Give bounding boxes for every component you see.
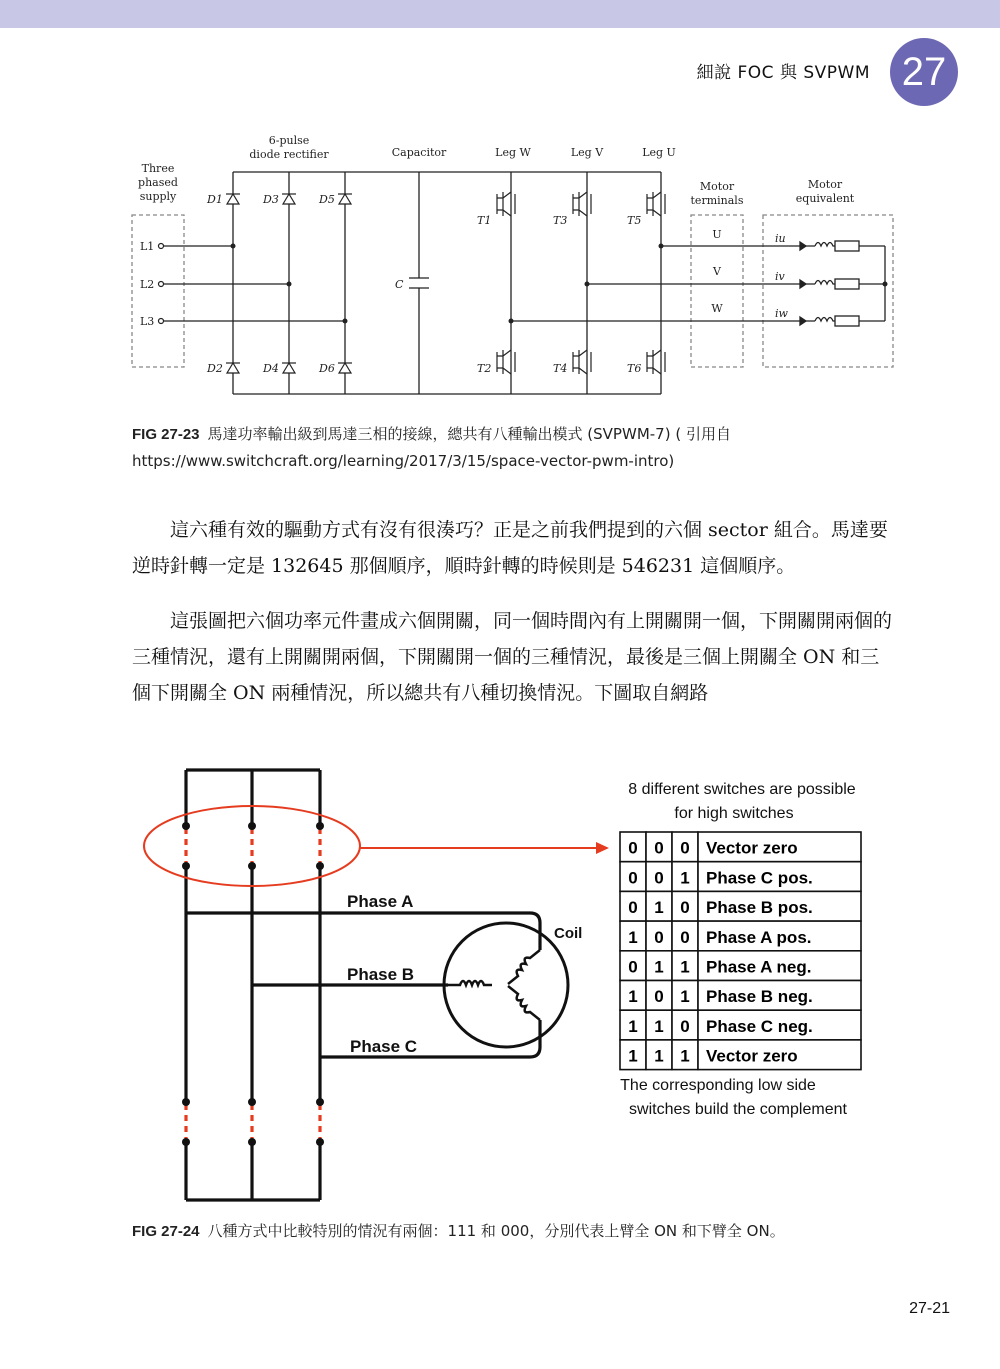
figure2-caption bbox=[132, 1218, 902, 1245]
table-row-label: Vector zero bbox=[706, 838, 798, 858]
label-leg-v: Leg V bbox=[570, 146, 604, 159]
label-d4: D4 bbox=[263, 362, 279, 375]
label-w: W bbox=[711, 302, 723, 315]
label-leg-w: Leg W bbox=[495, 146, 531, 159]
body-paragraph-2: 這張圖把六個功率元件畫成六個開關，同一個時間內有上開關開一個，下開關開兩個的三種情況，還有上開關開兩個，下開關開一個的三種情況，最後是三個上開關全 ON 和三個下開關全 ON 兩種情況，所以總共有八種切換情況。下圖取自網路 bbox=[132, 610, 893, 704]
table-bit: 1 bbox=[654, 1046, 664, 1066]
label-d1: D1 bbox=[207, 193, 223, 206]
label-supply: supply bbox=[139, 190, 177, 203]
table-bit: 1 bbox=[680, 1046, 690, 1066]
figure1-caption-text: 馬達功率輸出級到馬達三相的接線，總共有八種輸出模式 (SVPWM-7) ( 引用自 https://www.switchcraft.org/learning/2017/3/15/space-vector-pwm-intro) bbox=[132, 425, 731, 470]
table-bit: 1 bbox=[628, 987, 638, 1007]
running-header-title: 細說 FOC 與 SVPWM bbox=[696, 63, 870, 83]
table-bit: 0 bbox=[628, 838, 638, 858]
phase-a-label: Phase A bbox=[347, 892, 414, 911]
label-motor-1: Motor bbox=[699, 180, 735, 193]
table-bit: 1 bbox=[628, 1016, 638, 1036]
label-d6: D6 bbox=[319, 362, 335, 375]
figure1-caption bbox=[132, 421, 902, 474]
table-bit: 1 bbox=[654, 1016, 664, 1036]
table-bit: 1 bbox=[680, 987, 690, 1007]
table-bit: 0 bbox=[680, 898, 690, 918]
page-number: 27-21 bbox=[909, 1300, 950, 1317]
table-bit: 0 bbox=[628, 957, 638, 977]
label-phased: phased bbox=[138, 176, 178, 189]
table-bit: 1 bbox=[628, 1046, 638, 1066]
label-d2: D2 bbox=[207, 362, 223, 375]
label-u: U bbox=[712, 228, 722, 241]
table-bit: 0 bbox=[628, 898, 638, 918]
label-motor-2: Motor bbox=[807, 178, 843, 191]
chapter-number-badge: 27 bbox=[890, 38, 958, 106]
label-6-pulse: 6-pulse bbox=[268, 134, 310, 147]
top-color-band bbox=[0, 0, 1000, 28]
label-c: C bbox=[395, 278, 404, 291]
label-d5: D5 bbox=[319, 193, 335, 206]
label-diode-rectifier: diode rectifier bbox=[249, 148, 329, 161]
table-bit: 0 bbox=[654, 987, 664, 1007]
label-t4: T4 bbox=[553, 362, 568, 375]
table-bit: 1 bbox=[628, 927, 638, 947]
inverter-circuit-diagram bbox=[125, 128, 905, 403]
label-d3: D3 bbox=[263, 193, 279, 206]
table-bit: 0 bbox=[680, 838, 690, 858]
label-leg-u: Leg U bbox=[642, 146, 676, 159]
table-footer-line1: The corresponding low side bbox=[620, 1077, 816, 1094]
table-row-label: Phase B pos. bbox=[706, 898, 813, 918]
label-t6: T6 bbox=[627, 362, 642, 375]
switch-truth-table bbox=[620, 832, 861, 1070]
table-bit: 0 bbox=[654, 838, 664, 858]
label-three: Three bbox=[141, 162, 175, 175]
label-t5: T5 bbox=[627, 214, 642, 227]
label-t2: T2 bbox=[477, 362, 492, 375]
figure2-caption-text: 八種方式中比較特別的情況有兩個：111 和 000，分別代表上臂全 ON 和下臂全 ON。 bbox=[207, 1222, 785, 1240]
figure2-caption-label: FIG 27-24 bbox=[132, 1223, 200, 1240]
label-iu: iu bbox=[775, 232, 786, 245]
table-bit: 1 bbox=[654, 957, 664, 977]
table-bit: 1 bbox=[654, 898, 664, 918]
label-equivalent: equivalent bbox=[795, 192, 855, 205]
label-v: V bbox=[713, 265, 721, 278]
label-t1: T1 bbox=[477, 214, 492, 227]
table-bit: 0 bbox=[680, 927, 690, 947]
table-row-label: Phase A neg. bbox=[706, 957, 812, 977]
phase-b-label: Phase B bbox=[347, 965, 415, 984]
table-bit: 0 bbox=[654, 927, 664, 947]
table-heading-line2: for high switches bbox=[674, 805, 794, 822]
table-row-label: Phase B neg. bbox=[706, 987, 813, 1007]
label-capacitor: Capacitor bbox=[391, 146, 447, 159]
coil-label: Coil bbox=[554, 925, 583, 942]
label-l3: L3 bbox=[140, 315, 155, 328]
table-row-label: Phase A pos. bbox=[706, 927, 812, 947]
phase-c-label: Phase C bbox=[350, 1037, 418, 1056]
table-bit: 0 bbox=[628, 868, 638, 888]
table-row-label: Vector zero bbox=[706, 1046, 798, 1066]
label-t3: T3 bbox=[553, 214, 568, 227]
switch-states-diagram bbox=[130, 760, 890, 1210]
label-iw: iw bbox=[775, 307, 788, 320]
table-bit: 1 bbox=[680, 868, 690, 888]
label-iv: iv bbox=[775, 270, 785, 283]
label-l1: L1 bbox=[140, 240, 155, 253]
label-l2: L2 bbox=[140, 278, 155, 291]
table-bit: 0 bbox=[680, 1016, 690, 1036]
table-footer-line2: switches build the complement bbox=[629, 1101, 847, 1118]
table-row-label: Phase C pos. bbox=[706, 868, 813, 888]
table-bit: 0 bbox=[654, 868, 664, 888]
label-terminals: terminals bbox=[690, 194, 744, 207]
table-row-label: Phase C neg. bbox=[706, 1016, 813, 1036]
table-bit: 1 bbox=[680, 957, 690, 977]
table-heading-line1: 8 different switches are possible bbox=[628, 781, 856, 798]
body-paragraph-1: 這六種有效的驅動方式有沒有很湊巧？正是之前我們提到的六個 sector 組合。馬達要逆時針轉一定是 132645 那個順序，順時針轉的時候則是 546231 這個順序。 bbox=[132, 519, 888, 577]
figure1-caption-label: FIG 27-23 bbox=[132, 426, 200, 443]
